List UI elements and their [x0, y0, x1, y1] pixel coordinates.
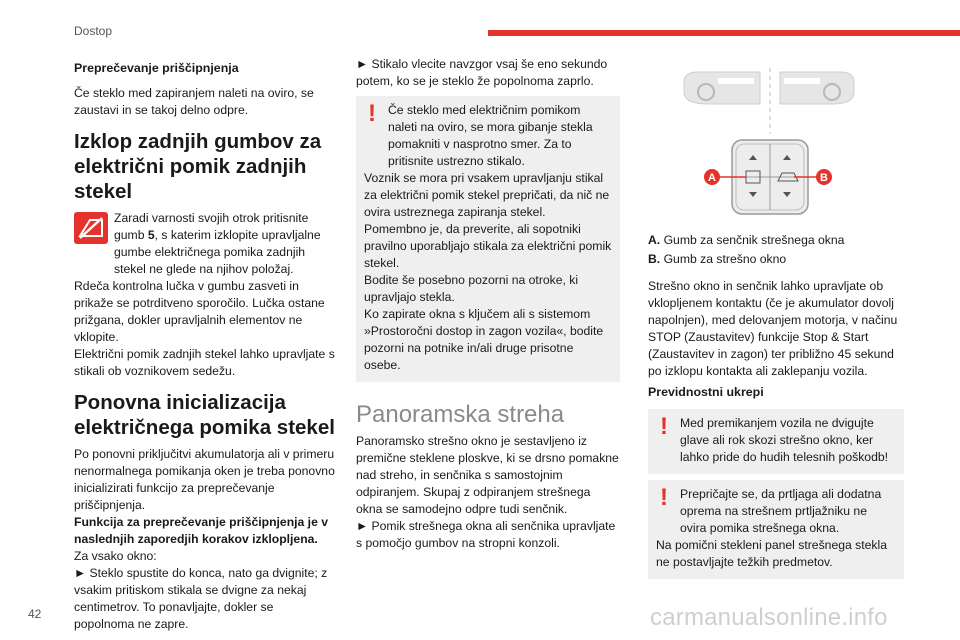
warning-box [356, 96, 620, 382]
child-lock-text-b: , s katerim izklopite upravljalne gumbe električnega pomika zadnjih stekel ne glede na njihov položaj. [114, 228, 321, 276]
section-heading-rear-switch-disable: Izklop zadnjih gumbov za električni pomik zadnjih stekel [74, 130, 322, 203]
car-sunshade-icon [684, 72, 760, 104]
paragraph: Električni pomik zadnjih stekel lahko upravljate s stikali ob voznikovem sedežu. [74, 347, 335, 378]
legend-list [648, 232, 904, 268]
callout-a-label: A [708, 172, 716, 184]
section-title-panoramic-roof: Panoramska streha [356, 401, 565, 428]
paragraph: Panoramsko strešno okno je sestavljeno iz premične steklene ploskve, ki se drsno pomakne nad streho, in senčnika s samostojnim odpiranjem. Skupaj z odpiranjem strešnega okna se samodejno odpre tudi senčnik. [356, 434, 619, 516]
legend-item: A. Gumb za senčnik strešnega okna [648, 233, 845, 247]
paragraph: Če steklo med zapiranjem naleti na oviro, se zaustavi in se takoj delno odpre. [74, 86, 314, 117]
warning-box [648, 409, 904, 474]
running-header: Dostop [74, 24, 113, 38]
warning-box [648, 480, 904, 579]
paragraph: Po ponovni priključitvi akumulatorja ali v primeru nenormalnega pomikanja oken je treba ponovno inicializirati funkcijo za preprečevanje priščipnjenja. [74, 447, 335, 512]
subheading-precautions: Previdnostni ukrepi [648, 385, 764, 399]
child-lock-icon [74, 212, 108, 244]
column-2 [356, 56, 620, 552]
paragraph: Rdeča kontrolna lučka v gumbu zasveti in prikaže se potrditveno sporočilo. Lučka ostane prižgana, dokler upravljalnih elementov ne vklopite. [74, 279, 325, 344]
warning-icon: ! [368, 100, 376, 127]
callout-b-label: B [820, 172, 828, 184]
paragraph: ► Stikalo vlecite navzgor vsaj še eno sekundo potem, ko se je steklo že popolnoma zaprlo. [356, 57, 608, 88]
warning-text: Ko zapirate okna s ključem ali s sistemom »Prostoročni dostop in zagon vozila«, bodite pozorni na potnike in/ali druge prisotne osebe. [364, 307, 604, 372]
section-heading-reinitialisation: Ponovna inicializacija električnega pomika stekel [74, 391, 335, 439]
header-accent-bar [488, 30, 960, 36]
child-lock-text-a: Zaradi varnosti svojih otrok pritisnite gumb [114, 211, 309, 242]
roof-console-illustration [648, 64, 904, 224]
button-number: 5 [147, 228, 155, 242]
watermark: carmanualsonline.info [650, 604, 888, 631]
column-3 [648, 56, 904, 585]
paragraph: Strešno okno in senčnik lahko upravljate ob vklopljenem kontaktu (če je akumulator dovolj napolnjen), med delovanjem motorja, v načinu STOP (Zaustavitev) funkcije Stop & Start (Zaustavitev in zagon) ter približno 45 sekund po izklopu kontakta ali zaklepanju vozila. [648, 279, 898, 378]
child-lock-paragraph [74, 210, 336, 278]
warning-text: Med premikanjem vozila ne dvigujte glave ali rok skozi strešno okno, ker lahko pride do hudih telesnih poškodb! [680, 416, 889, 464]
car-roof-window-icon [780, 72, 854, 104]
warning-text: Bodite še posebno pozorni na otroke, ki upravljajo stekla. [364, 273, 579, 304]
warning-text: Pomembno je, da preverite, ali sopotniki pravilno uporabljajo stikala za električni pomik stekel. [364, 222, 612, 270]
paragraph: ► Pomik strešnega okna ali senčnika upravljate s pomočjo gumbov na stropni konzoli. [356, 519, 616, 550]
page-number: 42 [28, 607, 42, 621]
paragraph: ► Steklo spustite do konca, nato ga dvignite; z vsakim pritiskom stikala se dvigne za nekaj centimetrov. To ponavljajte, dokler se popolnoma ne zapre. [74, 566, 328, 631]
warning-icon: ! [660, 413, 668, 440]
warning-text: Prepričajte se, da prtljaga ali dodatna oprema na strešnem prtljažniku ne ovira pomika strešnega okna. [680, 487, 882, 535]
legend-item: B. Gumb za strešno okno [648, 252, 787, 266]
column-1 [74, 56, 336, 633]
warning-text: Voznik se mora pri vsakem upravljanju stikal za električni pomik stekel prepričati, da nič ne ovira ustreznega zapiranja stekel. [364, 171, 610, 219]
paragraph: Za vsako okno: [74, 549, 157, 563]
paragraph-bold: Funkcija za preprečevanje priščipnjenja je v naslednjih zaporedjih korakov izklopljena. [74, 515, 329, 546]
roof-console-diagram [648, 64, 904, 224]
warning-icon: ! [660, 484, 668, 511]
warning-text: Če steklo med električnim pomikom naleti na oviro, se mora gibanje stekla pomakniti v nasprotno smer. Za to pritisnite ustrezno stikalo. [388, 103, 593, 168]
warning-text: Na pomični stekleni panel strešnega stekla ne postavljajte težkih predmetov. [656, 538, 888, 569]
subheading-anti-pinch: Preprečevanje priščipnjenja [74, 61, 239, 75]
